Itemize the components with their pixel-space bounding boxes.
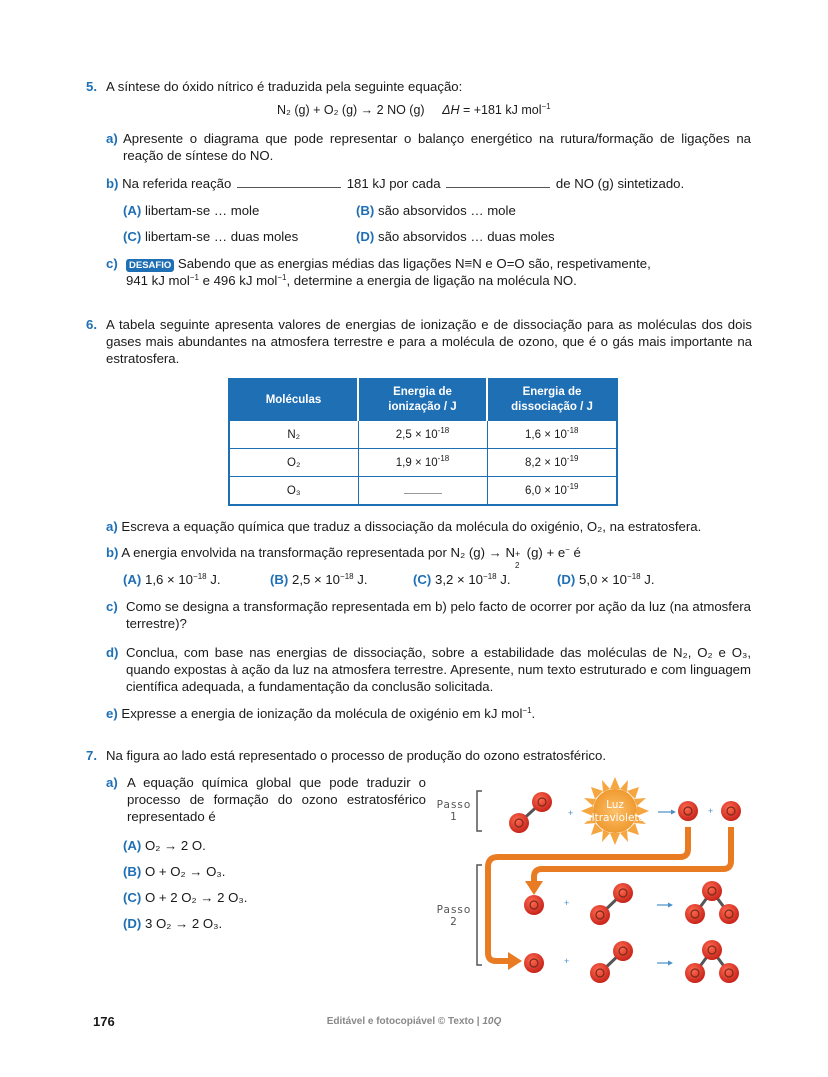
option-text: são absorvidos … mole (377, 203, 516, 218)
footer-copyright (0, 1016, 828, 1027)
option-c[interactable] (123, 229, 298, 244)
sun-label-1: Luz (606, 799, 624, 811)
table-row (229, 449, 617, 477)
question-7a-text: A equação química global que pode traduzir o processo de formação do ozono estratosférico representado é (127, 775, 426, 824)
text: de NO (g) sintetizado. (555, 176, 685, 191)
plus-sign: + (564, 898, 570, 908)
item-label: d) (106, 645, 119, 660)
empty-dash (404, 487, 442, 494)
value: 8,2 × 10 (525, 456, 567, 469)
value: 5,0 × 10 (578, 572, 628, 587)
text: . (531, 706, 536, 721)
text: Escreva a equação química que traduz a dissociação da molécula do oxigénio, O₂, na estratosfera. (121, 519, 702, 534)
unit: J. (496, 572, 511, 587)
item-label: c) (106, 599, 118, 614)
text: Expresse a energia de ionização da molécula de oxigénio em kJ mol (121, 706, 523, 721)
molecule-cell: O₃ (229, 477, 358, 506)
option-text: O₂ → 2 O. (144, 838, 206, 853)
option-letter: (D) (123, 916, 142, 931)
option-a[interactable] (123, 838, 206, 853)
question-5c-text (126, 255, 751, 274)
exponent: −1 (522, 706, 532, 715)
table-header-row (229, 379, 617, 421)
question-stem: Na figura ao lado está representado o processo de produção do ozono estratosférico. (106, 748, 606, 763)
table-row (229, 477, 617, 506)
question-stem: A síntese do óxido nítrico é traduzida pela seguinte equação: (106, 79, 463, 94)
challenge-badge: DESAFIO (126, 259, 174, 272)
o2-molecule (509, 792, 552, 833)
question-6d-text: Conclua, com base nas energias de dissociação, sobre a estabilidade das moléculas de N₂, O₂ e O₃, quando expostas à ação da luz na atmosfera terrestre. Apresente, num texto estruturado e com linguagem científica adequada, a fundamentação da conclusão solicitada. (126, 645, 751, 694)
unit: J. (353, 572, 368, 587)
o2-molecule (590, 883, 633, 925)
item-label: a) (106, 519, 118, 534)
question-5c-line2 (126, 273, 577, 288)
value: 3,2 × 10 (434, 572, 484, 587)
option-letter: (A) (123, 203, 142, 218)
option-letter: (D) (557, 572, 576, 587)
column-header: Moléculas (229, 379, 358, 421)
text: (g) + e (523, 545, 566, 560)
option-b[interactable] (270, 572, 368, 587)
question-6b: b) A energia envolvida na transformação representada por N₂ (g) → N + 2 (g) + e− é (106, 545, 581, 570)
column-header (487, 379, 617, 421)
question-6c-text: Como se designa a transformação representada em b) pelo facto de ocorrer por ação da luz (na atmosfera terrestre)? (126, 599, 751, 631)
blank-2 (446, 177, 550, 188)
step-1-label: Passo 1 (436, 799, 472, 823)
value: 1,6 × 10 (525, 428, 567, 441)
dissociation-cell (487, 449, 617, 477)
o-atom (678, 801, 698, 821)
value: 6,0 × 10 (525, 484, 567, 497)
sun-label-2: ultravioleta (585, 812, 645, 824)
header-text: Energia de ionização / J (388, 386, 457, 413)
option-letter: (C) (123, 890, 142, 905)
question-5a-text: Apresente o diagrama que pode representar o balanço energético na rutura/formação de ligações na reação de síntese do NO. (123, 131, 751, 163)
plus-sign: + (568, 808, 574, 818)
option-text: são absorvidos … duas moles (377, 229, 555, 244)
option-text: libertam-se … mole (144, 203, 260, 218)
question-5b (106, 176, 684, 191)
o3-molecule (685, 940, 739, 983)
molecule-cell: O₂ (229, 449, 358, 477)
blank-1 (237, 177, 341, 188)
option-letter: (A) (123, 838, 142, 853)
option-a[interactable] (123, 203, 259, 218)
dissociation-cell (487, 421, 617, 449)
option-letter: (C) (123, 229, 142, 244)
table-row (229, 421, 617, 449)
option-b[interactable] (123, 864, 225, 879)
option-letter: (B) (356, 203, 375, 218)
option-text: O + 2 O₂ → 2 O₃. (144, 890, 248, 905)
option-d[interactable] (356, 229, 555, 244)
step-2-bracket (477, 865, 482, 965)
text: 181 kJ por cada (346, 176, 441, 191)
exponent: −18 (340, 572, 354, 581)
text: 941 kJ mol (126, 273, 190, 288)
item-label: b) (106, 545, 119, 560)
option-text: O + O₂ → O₃. (144, 864, 226, 879)
molecule-cell: N₂ (229, 421, 358, 449)
question-number: 6. (86, 317, 97, 332)
exponent: -19 (566, 481, 579, 491)
value: 2,5 × 10 (395, 428, 438, 441)
item-label: a) (106, 775, 118, 790)
item-label: b) (106, 176, 119, 191)
option-a[interactable] (123, 572, 221, 587)
plus-sign: + (708, 806, 714, 816)
option-b[interactable] (356, 203, 516, 218)
delta-h-value: = +181 kJ mol (459, 103, 542, 117)
option-d[interactable] (557, 572, 655, 587)
option-letter: (A) (123, 572, 142, 587)
exponent: -18 (437, 425, 450, 435)
ionization-cell-empty (358, 477, 487, 506)
unit: J. (206, 572, 221, 587)
text: Sabendo que as energias médias das ligações N≡N e O=O são, respetivamente, (177, 256, 651, 271)
column-header (358, 379, 487, 421)
unit: J. (640, 572, 655, 587)
option-c[interactable] (123, 890, 247, 905)
option-d[interactable] (123, 916, 222, 931)
text: é (569, 545, 581, 560)
question-6a (106, 519, 701, 534)
option-letter: (B) (123, 864, 142, 879)
question-number: 7. (86, 748, 97, 763)
o3-molecule (685, 881, 739, 924)
question-stem: A tabela seguinte apresenta valores de energias de ionização e de dissociação para as moléculas dos dois gases mais abundantes na atmosfera terrestre e para a molécula de ozono, que é o gás mais importante na estratosfera. (106, 317, 752, 366)
ozone-formation-figure (430, 775, 760, 990)
value: 1,6 × 10 (144, 572, 194, 587)
step-2-label: Passo 2 (436, 904, 472, 928)
text: e 496 kJ mol (198, 273, 278, 288)
o-atom (524, 895, 544, 915)
page-number: 176 (93, 1014, 115, 1029)
ionization-cell (358, 449, 487, 477)
option-text: libertam-se … duas moles (144, 229, 299, 244)
sun-icon (581, 777, 649, 845)
o-atom (721, 801, 741, 821)
header-text: Energia de dissociação / J (511, 386, 593, 413)
text: A energia envolvida na transformação representada por N₂ (g) → N (121, 545, 516, 560)
item-label: a) (106, 131, 118, 146)
o2-molecule (590, 941, 633, 983)
item-label: c) (106, 256, 118, 271)
exponent: −18 (483, 572, 497, 581)
value: 2,5 × 10 (291, 572, 341, 587)
item-label: e) (106, 706, 118, 721)
exponent: −1 (189, 273, 199, 282)
option-text: 3 O₂ → 2 O₃. (144, 916, 223, 931)
question-6e (106, 706, 535, 721)
exponent: -18 (437, 453, 450, 463)
option-c[interactable] (413, 572, 511, 587)
o-atom (524, 953, 544, 973)
equation-lhs: N₂ (g) + O₂ (g) → 2 NO (g) (277, 103, 425, 117)
dissociation-cell (487, 477, 617, 506)
exponent: −1 (277, 273, 287, 282)
book-code: 10Q (482, 1016, 502, 1027)
option-letter: (B) (270, 572, 289, 587)
delta-h-label: ΔH (442, 103, 460, 117)
exponent: −1 (541, 102, 551, 111)
exponent: −18 (193, 572, 207, 581)
equation (277, 103, 551, 117)
option-letter: (C) (413, 572, 432, 587)
option-letter: (D) (356, 229, 375, 244)
text: , determine a energia de ligação na molécula NO. (286, 273, 577, 288)
question-number: 5. (86, 79, 97, 94)
step-1-bracket (477, 791, 482, 831)
energy-table (228, 378, 618, 506)
exponent: -18 (566, 425, 579, 435)
copyright-text: Editável e fotocopiável © Texto | (326, 1016, 483, 1027)
text: Na referida reação (122, 176, 232, 191)
exponent: -19 (566, 453, 579, 463)
exponent: −18 (627, 572, 641, 581)
arrow-path-1 (488, 827, 688, 961)
plus-sign: + (564, 956, 570, 966)
ionization-cell (358, 421, 487, 449)
value: 1,9 × 10 (395, 456, 438, 469)
